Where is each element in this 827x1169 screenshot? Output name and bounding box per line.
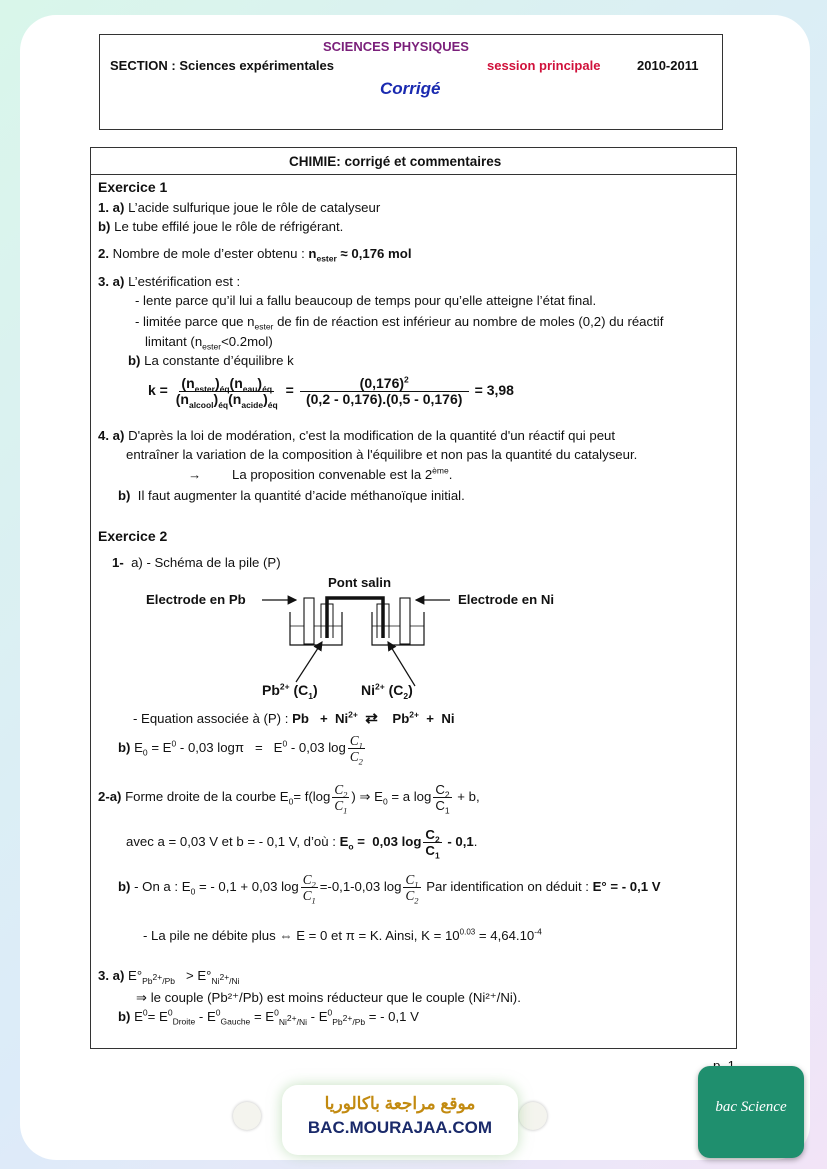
q3a-line: 3. a) $E^\circ_{Pb^{2+}/Pb} > E^\circ_{Ni^{2+}/Ni}$ [98,968,240,986]
ion-pb-label: $Pb^{2+}$ $(C_1)$ [262,681,318,701]
q2a-line2: avec a = 0,03 V et b = - 0,1 V, d’où : $E_o = 0,03$ log $\frac{C_2}{C_1}$ - 0,1. [126,827,478,861]
q2-text: Nombre de mole d’ester obtenu : [112,246,305,261]
q1b-num: b) [98,219,111,234]
document-title: Corrigé [380,79,441,98]
q4b-num: b) [118,488,131,503]
q4a-num: 4. a) [98,428,125,443]
equation-line: - Equation associée à (P) : Pb + $Ni^{2+}$ ⇄ $Pb^{2+} + Ni$ [133,709,455,727]
q1a-num: 1. a) [98,200,125,215]
q1b-line: b) $E_0 = E^0 - 0,03$ $\log\pi = E^0 - 0,03$ log $\frac{C_1}{C_2}$ [118,733,363,767]
q3b-text: La constante d’équilibre k [144,353,294,368]
footer-arabic: موقع مراجعة باكالوريا [324,1094,476,1113]
q4b-text: Il faut augmenter la quantité d’acide méthanoïque initial. [137,488,465,503]
badge-text: bac Science [715,1099,787,1115]
q2-value: $n_{ester} \approx 0,176$ mol [308,246,412,264]
q3a-line1: - lente parce qu’il lui a fallu beaucoup de temps pour qu’elle atteigne l’état final. [135,293,597,308]
cell-diagram [250,590,460,690]
q3b-num: b) [128,353,141,368]
q3b-line: b) $E^0= E^0_{Droite} - E^0_{Gauche} = E^0_{Ni^{2+}/Ni} - E^0_{Pb^{2+}/Pb}$ = - 0,1 V [118,1007,419,1027]
q1b-text: Le tube effilé joue le rôle de réfrigérant. [114,219,344,234]
footer-banner[interactable] [282,1085,518,1155]
logo-left-icon [233,1102,261,1130]
q4a-line2: entraîner la variation de la composition à l'équilibre et non pas la quantité du catalyseur. [126,447,638,462]
ex2-q1-num: 1- [112,555,124,570]
chimie-title: CHIMIE: corrigé et commentaires [289,154,502,169]
ion-ni-label: $Ni^{2+}$ $(C_2)$ [361,681,413,701]
footer-site[interactable]: BAC.MOURAJAA.COM [307,1118,493,1137]
bac-science-badge [698,1066,804,1158]
q3a-line2: - limitée parce que $n_{ester}$ de fin de réaction est inférieur au nombre de moles (0,2) du réactif [135,314,664,332]
subject-title: SCIENCES PHYSIQUES [323,39,469,54]
ex2-title: Exercice 2 [98,528,168,544]
q2b-line2: - La pile ne débite plus ⇔ E = 0 et π = K. Ainsi, $K = 10^{0.03} = 4,64.10^{-4}$ [143,926,542,943]
q2a-line: 2-a) Forme droite de la courbe $E_0= f(\log$ $\frac{C_2}{C_1}$ ) ⇒ $E_0 = a$ log $\frac{C_2}{C_1}$ + b, [98,782,480,816]
section-label: SECTION : Sciences expérimentales [110,58,334,73]
q1a-text: L’acide sulfurique joue le rôle de catalyseur [128,200,381,215]
pont-salin-label: Pont salin [328,575,392,590]
session-year: 2010-2011 [637,58,699,73]
q3a-text: L’estérification est : [128,274,241,289]
electrode-ni-label: Electrode en Ni [458,592,555,607]
logo-right-icon [519,1102,547,1130]
title-divider [90,174,737,175]
q3a-line3: limitant $(n_{ester}<0.2mol)$ [145,334,273,352]
ex2-q1a: a) - Schéma de la pile (P) [131,555,281,570]
ex1-title: Exercice 1 [98,179,168,195]
q2-num: 2. [98,246,109,261]
q3a-line2: ⇒ le couple (Pb²⁺/Pb) est moins réducteur que le couple (Ni²⁺/Ni). [136,990,521,1005]
session-label: session principale [487,58,601,73]
q4a-line1: D'après la loi de modération, c'est la modification de la quantité d'un réactif qui peut [128,428,616,443]
q4a-arrow: → [188,467,202,482]
q2b-line: b) - On a : $E_0$ = - 0,1 + 0,03 log $\frac{C_2}{C_1}$ =-0,1-0,03 log $\frac{C_1}{C_2}$ Par identification on déduit : E° = - 0,1 V [118,872,661,906]
k-formula: k = $\frac{(n_{ester})_{éq}(n_{eau})_{éq}}{(n_{alcool})_{éq}(n_{acide})_{éq}}$ = $\frac{(0,176)^2}{(0,2 - 0,176).(0,5 - 0,176)}$ = 3,98 [148,374,514,410]
electrode-pb-label: Electrode en Pb [146,592,246,607]
q3a-num: 3. a) [98,274,125,289]
q4a-line3: La proposition convenable est la 2ème. [232,465,453,482]
